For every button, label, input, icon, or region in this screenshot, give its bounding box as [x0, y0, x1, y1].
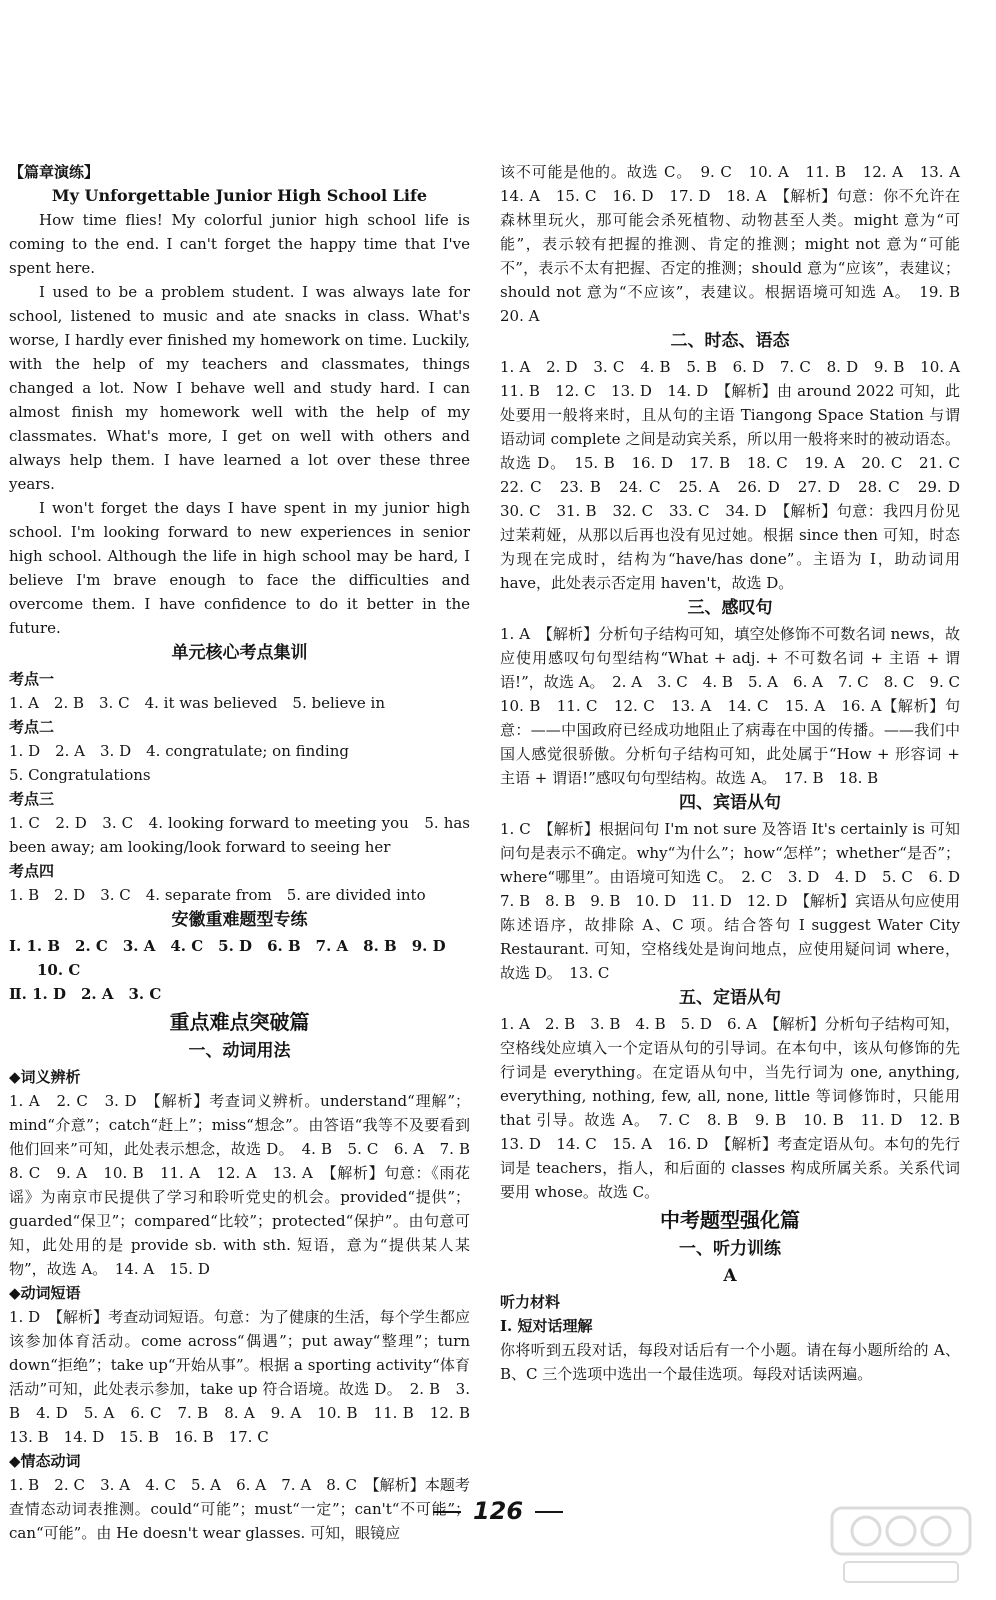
page-number: 126: [0, 1496, 996, 1526]
watermark-logo-icon: [826, 1500, 976, 1590]
modal-verb-label: ◆情态动词: [9, 1452, 81, 1470]
kaodian-2-answers: 1. D 2. A 3. D 4. congratulate; on finding: [9, 742, 349, 760]
kaodian-3-label: 考点三: [9, 790, 55, 808]
listening-material-label: 听力材料: [500, 1293, 561, 1311]
word-meaning-label: ◆词义辨析: [9, 1068, 81, 1086]
tense-voice-heading: 二、时态、语态: [670, 331, 790, 351]
kaodian-1-answers: 1. A 2. B 3. C 4. it was believed 5. believe in: [9, 694, 386, 712]
exam-type-heading: 中考题型强化篇: [660, 1208, 800, 1232]
modal-verb-answers-cont: 该不可能是他的。故选 C。 9. C 10. A 11. B 12. A 13. A 14. A 15. C 16. D 17. D 18. A 【解析】句意：你不允许在森林里玩火，那可能会杀死植物、动物甚至人类。might 意为“可能”，表示较有把握的推测、肯定的推测；might not 意为“可能不”，表示不太有把握、否定的推测；should 意为“应该”，表建议；should not 意为“不应该”，表建议。根据语境可知选 A。 19. B 20. A: [500, 163, 976, 325]
exclamation-heading: 三、感叹句: [687, 598, 773, 618]
anhui-part-1-cont: 10. C: [37, 961, 81, 979]
part-a-heading: A: [723, 1266, 737, 1286]
tense-voice-answers: 1. A 2. D 3. C 4. B 5. B 6. D 7. C 8. D 9. B 10. A 11. B 12. C 13. D 14. D 【解析】由 around 2022 可知，此处要用一般将来时，且从句的主语 Tiangong Space Station 与谓语动词 complete 之间是动宾关系，所以用一般将来时的被动语态。故选 D。 15. B 16. D 17. B 18. C 19. A 20. C 21. C 22. C 23. B 24. C 25. A 26. D 27. D 28. C 29. D 30. C 31. B 32. C 33. C 34. D 【解析】句意：我四月份见过茉莉娅，从那以后再也没有见过她。根据 since then 可知，时态为现在完成时，结构为“have/has done”。主语为 I，助动词用 have，此处表示否定用 haven't，故选 D。: [500, 358, 976, 592]
kaodian-3-answers: 1. C 2. D 3. C 4. looking forward to meeting you 5. has been away; am looking/look forward to seeing her: [9, 814, 470, 856]
breakthrough-heading: 重点难点突破篇: [169, 1010, 310, 1034]
left-column: [9, 160, 486, 1545]
unit-core-heading: 单元核心考点集训: [171, 643, 308, 663]
right-column: [500, 160, 976, 1386]
attributive-clause-answers: 1. A 2. B 3. B 4. B 5. D 6. A 【解析】分析句子结构可知，空格线处应填入一个定语从句的引导词。在本句中，该从句修饰的先行词是 everything。在定语从句中，当先行词为 one, anything, everything, nothing, few, all, none, little 等词修饰时，只能用 that 引导。故选 A。 7. C 8. B 9. B 10. B 11. D 12. B 13. D 14. C 15. A 16. D 【解析】考查定语从句。本句的先行词是 teachers，指人，和后面的 classes 构成所属关系。关系代词要用 whose。故选 C。: [500, 1015, 976, 1201]
modal-verb-answers: 1. B 2. C 3. A 4. C 5. A 6. A 7. A 8. C 【解析】本题考查情态动词表推测。could“可能”；must“一定”；can't“不可能”；can“可能”。由 He doesn't wear glasses. 可知，眼镜应: [9, 1476, 470, 1542]
kaodian-2-label: 考点二: [9, 718, 55, 736]
essay-paragraph-3: I won't forget the days I have spent in my junior high school. I'm looking forward to new experiences in senior high school. Although the life in high school may be hard, I believe I'm brave enough to face the difficulties and overcome them. I have confidence to do it better in the future.: [9, 499, 470, 637]
anhui-part-1: Ⅰ. 1. B 2. C 3. A 4. C 5. D 6. B 7. A 8. B 9. D: [9, 937, 446, 955]
essay-paragraph-2: I used to be a problem student. I was always late for school, listened to music and ate snacks in class. What's worse, I hardly ever finished my homework on time. Luckily, with the help of my teachers and classmates, things changed a lot. Now I behave well and study hard. I can almost finish my homework well with the help of my classmates. What's more, I get on well with others and always help them. I have learned a lot over these three years.: [9, 283, 470, 493]
anhui-heading: 安徽重难题型专练: [171, 910, 308, 930]
exclamation-answers: 1. A 【解析】分析句子结构可知，填空处修饰不可数名词 news，故应使用感叹句句型结构“What + adj. + 不可数名词 + 主语 + 谓语!”，故选 A。 2. A 3. C 4. B 5. A 6. A 7. C 8. C 9. C 10. B 11. C 12. C 13. A 14. C 15. A 16. A【解析】句意：——中国政府已经成功地阻止了病毒在中国的传播。——我们中国人感觉很骄傲。分析句子结构可知，此处属于“How + 形容词 + 主语 + 谓语!”感叹句句型结构。故选 A。 17. B 18. B: [500, 625, 976, 787]
essay-title: My Unforgettable Junior High School Life: [51, 186, 428, 205]
kaodian-4-label: 考点四: [9, 862, 55, 880]
kaodian-1-label: 考点一: [9, 670, 55, 688]
verb-phrase-label: ◆动词短语: [9, 1284, 81, 1302]
listening-heading: 一、听力训练: [679, 1239, 781, 1259]
object-clause-heading: 四、宾语从句: [679, 793, 781, 813]
object-clause-answers: 1. C 【解析】根据问句 I'm not sure 及答语 It's certainly is 可知问句是表示不确定。why“为什么”；how“怎样”；whether“是否”；where“哪里”。由语境可知选 C。 2. C 3. D 4. D 5. C 6. D 7. B 8. B 9. B 10. D 11. D 12. D 【解析】宾语从句应使用陈述语序，故排除 A、C 项。结合答句 I suggest Water City Restaurant. 可知，空格线处是询问地点，应使用疑问词 where，故选 D。 13. C: [500, 820, 976, 982]
kaodian-4-answers: 1. B 2. D 3. C 4. separate from 5. are divided into: [9, 886, 426, 904]
short-dialog-instructions: 你将听到五段对话，每段对话后有一个小题。请在每小题所给的 A、B、C 三个选项中选出一个最佳选项。每段对话读两遍。: [500, 1341, 960, 1383]
verb-phrase-answers: 1. D 【解析】考查动词短语。句意：为了健康的生活，每个学生都应该参加体育活动。come across“偶遇”；put away“整理”；turn down“拒绝”；take up“开始从事”。根据 a sporting activity“体育活动”可知，此处表示参加，take up 符合语境。故选 D。 2. B 3. B 4. D 5. A 6. C 7. B 8. A 9. A 10. B 11. B 12. B 13. B 14. D 15. B 16. B 17. C: [9, 1308, 486, 1446]
essay-paragraph-1: How time flies! My colorful junior high school life is coming to the end. I can't forget the happy time that I've spent here.: [9, 211, 470, 277]
short-dialog-label: Ⅰ. 短对话理解: [500, 1317, 593, 1335]
section-tag: 【篇章演练】: [9, 163, 100, 181]
kaodian-2-answers-cont: 5. Congratulations: [9, 766, 151, 784]
verb-usage-heading: 一、动词用法: [188, 1041, 291, 1061]
attributive-clause-heading: 五、定语从句: [679, 988, 781, 1008]
anhui-part-2: Ⅱ. 1. D 2. A 3. C: [9, 985, 162, 1003]
word-meaning-answers: 1. A 2. C 3. D 【解析】考查词义辨析。understand“理解”；mind“介意”；catch“赶上”；miss“想念”。由答语“我等不及要看到他们回来”可知，此处表示想念，故选 D。 4. B 5. C 6. A 7. B 8. C 9. A 10. B 11. A 12. A 13. A 【解析】句意：《雨花谣》为南京市民提供了学习和聆听党史的机会。provided“提供”；guarded“保卫”；compared“比较”；protected“保护”。由句意可知，此处用的是 provide sb. with sth. 短语，意为“提供某人某物”，故选 A。 14. A 15. D: [9, 1092, 486, 1278]
